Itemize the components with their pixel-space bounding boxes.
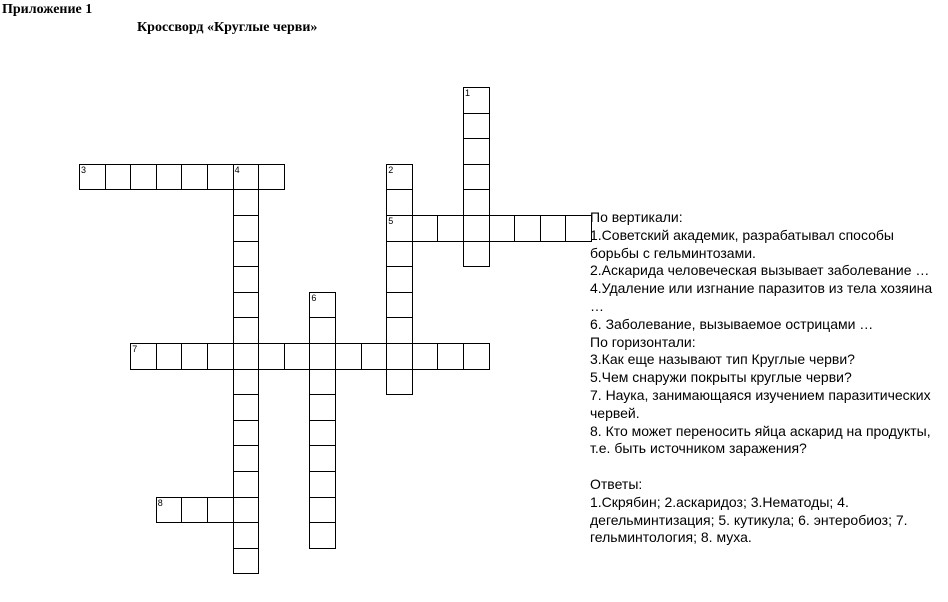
crossword-cell[interactable] — [233, 471, 260, 498]
crossword-cell[interactable] — [386, 266, 413, 293]
crossword-cell[interactable] — [463, 189, 490, 216]
crossword-cell[interactable] — [233, 266, 260, 293]
crossword-cell[interactable] — [233, 164, 260, 191]
crossword-cell[interactable] — [258, 343, 285, 370]
horizontal-clue: 3.Как еще называют тип Круглые черви? — [590, 351, 855, 368]
crossword-cell[interactable] — [233, 394, 260, 421]
cell-number: 2 — [388, 164, 394, 175]
crossword-cell[interactable] — [412, 343, 439, 370]
crossword-cell[interactable] — [156, 497, 183, 524]
crossword-cell[interactable] — [233, 497, 260, 524]
crossword-cell[interactable] — [309, 497, 336, 524]
crossword-cell[interactable] — [233, 292, 260, 319]
crossword-cell[interactable] — [309, 317, 336, 344]
crossword-cell[interactable] — [233, 241, 260, 268]
crossword-cell[interactable] — [181, 164, 208, 191]
crossword-cell[interactable] — [233, 445, 260, 472]
horizontal-heading: По горизонтали: — [590, 333, 696, 350]
crossword-cell[interactable] — [130, 164, 157, 191]
crossword-cell[interactable] — [207, 497, 234, 524]
crossword-cell[interactable] — [309, 343, 336, 370]
horizontal-clue: 8. Кто может переносить яйца аскарид на продукты, т.е. быть источником заражения? — [590, 422, 931, 457]
crossword-cell[interactable] — [335, 343, 362, 370]
crossword-cell[interactable] — [130, 343, 157, 370]
crossword-cell[interactable] — [386, 215, 413, 242]
vertical-clue: 6. Заболевание, вызываемое острицами … — [590, 315, 874, 332]
crossword-cell[interactable] — [489, 215, 516, 242]
crossword-cell[interactable] — [437, 215, 464, 242]
vertical-clue: 1.Советский академик, разрабатывал способы борьбы с гельминтозами. — [590, 226, 894, 261]
crossword-cell[interactable] — [181, 497, 208, 524]
crossword-cell[interactable] — [463, 138, 490, 165]
crossword-cell[interactable] — [105, 164, 132, 191]
crossword-cell[interactable] — [412, 215, 439, 242]
cell-number: 4 — [234, 164, 240, 175]
vertical-clue: 2.Аскарида человеческая вызывает заболевание … — [590, 262, 930, 279]
crossword-cell[interactable] — [207, 164, 234, 191]
horizontal-clue: 7. Наука, занимающаяся изучением паразитических червей. — [590, 386, 931, 421]
vertical-heading: По вертикали: — [590, 209, 683, 225]
crossword-cell[interactable] — [233, 369, 260, 396]
crossword-cell[interactable] — [181, 343, 208, 370]
crossword-cell[interactable] — [233, 215, 260, 242]
clues-panel — [590, 209, 945, 547]
crossword-cell[interactable] — [309, 292, 336, 319]
crossword-cell[interactable] — [258, 164, 285, 191]
cell-number: 6 — [311, 292, 317, 303]
crossword-cell[interactable] — [233, 522, 260, 549]
crossword-cell[interactable] — [233, 189, 260, 216]
crossword-cell[interactable] — [463, 87, 490, 114]
crossword-cell[interactable] — [156, 343, 183, 370]
crossword-cell[interactable] — [565, 215, 592, 242]
crossword-cell[interactable] — [309, 522, 336, 549]
crossword-cell[interactable] — [463, 164, 490, 191]
crossword-cell[interactable] — [284, 343, 311, 370]
crossword-cell[interactable] — [309, 394, 336, 421]
cell-number: 1 — [465, 88, 471, 98]
crossword-cell[interactable] — [514, 215, 541, 242]
crossword-title: Кроссворд «Круглые черви» — [137, 20, 318, 35]
appendix-label: Приложение 1 — [2, 2, 93, 17]
answers-heading: Ответы: — [590, 475, 643, 492]
crossword-cell[interactable] — [386, 343, 413, 370]
crossword-cell[interactable] — [361, 343, 388, 370]
answers-text: 1.Скрябин; 2.аскаридоз; 3.Нематоды; 4. дегельминтизация; 5. кутикула; 6. энтеробиоз; 7. гельминтология; 8. муха. — [590, 493, 908, 546]
cell-number: 5 — [388, 216, 394, 226]
crossword-cell[interactable] — [79, 164, 106, 191]
crossword-cell[interactable] — [386, 317, 413, 344]
crossword-cell[interactable] — [463, 241, 490, 268]
crossword-cell[interactable] — [386, 164, 413, 191]
crossword-cell[interactable] — [207, 343, 234, 370]
crossword-cell[interactable] — [309, 369, 336, 396]
cell-number: 8 — [157, 497, 163, 508]
vertical-clue: 4.Удаление или изгнание паразитов из тела хозяина … — [590, 280, 933, 314]
cell-number: 7 — [132, 344, 138, 354]
crossword-cell[interactable] — [463, 113, 490, 140]
crossword-cell[interactable] — [233, 317, 260, 344]
crossword-cell[interactable] — [540, 215, 567, 242]
crossword-cell[interactable] — [233, 343, 260, 370]
crossword-cell[interactable] — [233, 420, 260, 447]
crossword-cell[interactable] — [309, 420, 336, 447]
horizontal-clue: 5.Чем снаружи покрыты круглые черви? — [590, 369, 852, 386]
crossword-cell[interactable] — [156, 164, 183, 191]
crossword-cell[interactable] — [309, 471, 336, 498]
spacer — [590, 458, 945, 476]
crossword-cell[interactable] — [463, 343, 490, 370]
crossword-cell[interactable] — [386, 292, 413, 319]
crossword-cell[interactable] — [437, 343, 464, 370]
crossword-cell[interactable] — [386, 369, 413, 396]
crossword-cell[interactable] — [386, 241, 413, 268]
cell-number: 3 — [81, 164, 87, 175]
crossword-cell[interactable] — [309, 445, 336, 472]
crossword-cell[interactable] — [233, 548, 260, 575]
crossword-cell[interactable] — [386, 189, 413, 216]
crossword-cell[interactable] — [463, 215, 490, 242]
